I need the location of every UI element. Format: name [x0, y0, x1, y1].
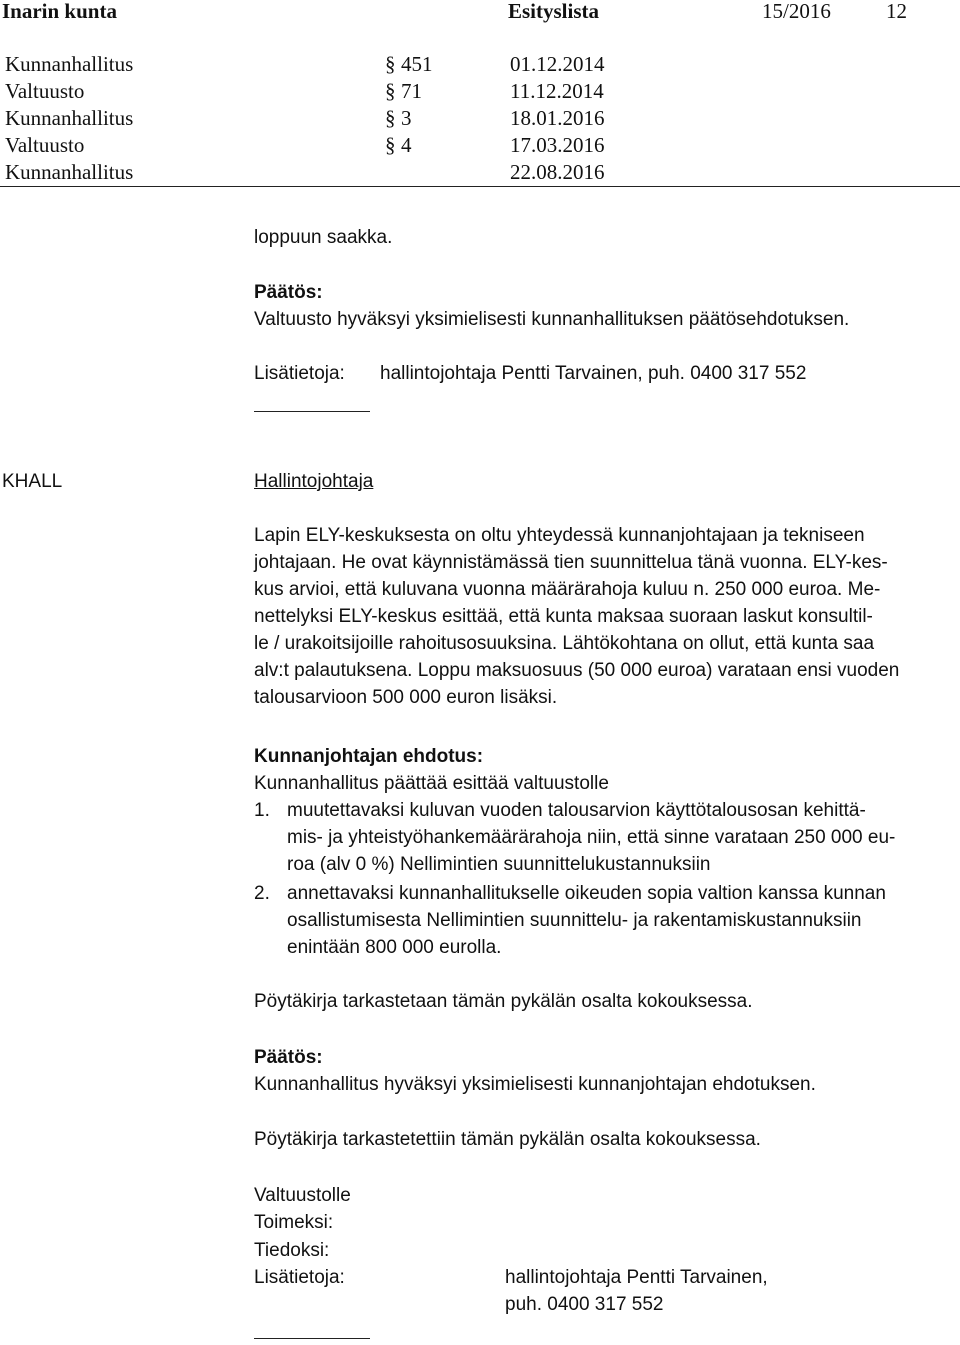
history-date: 01.12.2014: [510, 52, 605, 76]
history-body: Kunnanhallitus: [5, 106, 134, 130]
history-row: [5, 51, 645, 78]
proposal-line: roa (alv 0 %) Nellimintien suunnittelukustannuksiin: [287, 854, 711, 875]
proposal-item-text: [287, 797, 959, 878]
proposal-item: [254, 880, 959, 961]
section-end-rule: [254, 411, 370, 412]
proposal-line: muutettavaksi kuluvan vuoden talousarvion käyttötalousosan kehittä-: [287, 800, 866, 821]
proposal-line: annettavaksi kunnanhallitukselle oikeuden sopia valtion kanssa kunnan: [287, 883, 886, 904]
contact-label: Lisätietoja:: [254, 363, 345, 384]
minutes-checked-text: Pöytäkirja tarkastetettiin tämän pykälän osalta kokouksessa.: [254, 1129, 761, 1150]
contact-info: [254, 360, 959, 387]
history-section-number: 451: [401, 52, 433, 76]
description-line: kus arvioi, että kuluvana vuonna määrärahoja kuluu n. 250 000 euroa. Me-: [254, 579, 881, 600]
continuation-text: loppuun saakka.: [254, 227, 393, 248]
distribution-contact-phone: puh. 0400 317 552: [505, 1294, 664, 1315]
contact-text: hallintojohtaja Pentti Tarvainen, puh. 0400 317 552: [380, 363, 807, 384]
document-header: [0, 0, 960, 24]
history-body: Kunnanhallitus: [5, 52, 134, 76]
distribution-contact-label: Lisätietoja:: [254, 1267, 345, 1288]
decision-label: Päätös:: [254, 282, 323, 303]
decision-text: Kunnanhallitus hyväksyi yksimielisesti kunnanjohtajan ehdotuksen.: [254, 1074, 816, 1095]
description-line: le / urakoitsijoille rahoitusosuuksina. Lähtökohtana on ollut, että kunta saa: [254, 633, 875, 654]
proposal-intro: Kunnanhallitus päättää esittää valtuustolle: [254, 773, 609, 794]
section-mark: §: [385, 52, 396, 76]
item-description: [254, 522, 959, 711]
section-mark: §: [385, 106, 396, 130]
description-line: johtajaan. He ovat käynnistämässä tien suunnittelua tänä vuonna. ELY-kes-: [254, 552, 888, 573]
document-type: Esityslista: [508, 0, 600, 23]
preparer-heading: Hallintojohtaja: [254, 471, 374, 492]
municipality-name: Inarin kunta: [2, 0, 117, 23]
description-line: Lapin ELY-keskuksesta on oltu yhteydessä kunnanjohtajaan ja tekniseen: [254, 525, 865, 546]
proposal-label: Kunnanjohtajan ehdotus:: [254, 746, 484, 767]
proposal-line: mis- ja yhteistyöhankemäärärahoja niin, että sinne varataan 250 000 eu-: [287, 827, 896, 848]
history-date: 22.08.2016: [510, 160, 605, 184]
section-mark: §: [385, 133, 396, 157]
proposal-line: osallistumisesta Nellimintien suunnittelu- ja rakentamiskustannuksiin: [287, 910, 862, 931]
section-end-rule: [254, 1338, 370, 1339]
proposal-line: enintään 800 000 eurolla.: [287, 937, 502, 958]
minutes-check-text: Pöytäkirja tarkastetaan tämän pykälän osalta kokouksessa.: [254, 991, 753, 1012]
document-number: 15/2016: [762, 0, 831, 23]
history-row: [5, 159, 645, 186]
history-row: [5, 105, 645, 132]
history-body: Kunnanhallitus: [5, 160, 134, 184]
history-date: 17.03.2016: [510, 133, 605, 157]
distribution-actions-label: Toimeksi:: [254, 1212, 334, 1233]
distribution-council: Valtuustolle: [254, 1185, 351, 1206]
history-body: Valtuusto: [5, 133, 85, 157]
section-mark: §: [385, 79, 396, 103]
history-date: 18.01.2016: [510, 106, 605, 130]
decision-label: Päätös:: [254, 1047, 323, 1068]
page-number: 12: [886, 0, 907, 23]
description-line: talousarvioon 500 000 euron lisäksi.: [254, 687, 558, 708]
history-section-number: 4: [401, 133, 412, 157]
proposal-item-text: [287, 880, 959, 961]
proposal-item-number: 1.: [254, 800, 270, 821]
body-code: KHALL: [2, 471, 63, 492]
history-divider: [0, 186, 960, 187]
history-body: Valtuusto: [5, 79, 85, 103]
proposal-item: [254, 797, 959, 878]
proposal-item-number: 2.: [254, 883, 270, 904]
decision-text: Valtuusto hyväksyi yksimielisesti kunnanhallituksen päätösehdotuksen.: [254, 309, 850, 330]
history-row: [5, 78, 645, 105]
distribution-info-to-label: Tiedoksi:: [254, 1240, 330, 1261]
history-date: 11.12.2014: [510, 79, 604, 103]
description-line: nettelyksi ELY-keskus esittää, että kunta maksaa suoraan laskut konsultil-: [254, 606, 873, 627]
description-line: alv:t palautuksena. Loppu maksuosuus (50 000 euroa) varataan ensi vuoden: [254, 660, 900, 681]
distribution-contact-name: hallintojohtaja Pentti Tarvainen,: [505, 1267, 768, 1288]
history-section-number: 3: [401, 106, 412, 130]
history-row: [5, 132, 645, 159]
history-section-number: 71: [401, 79, 422, 103]
